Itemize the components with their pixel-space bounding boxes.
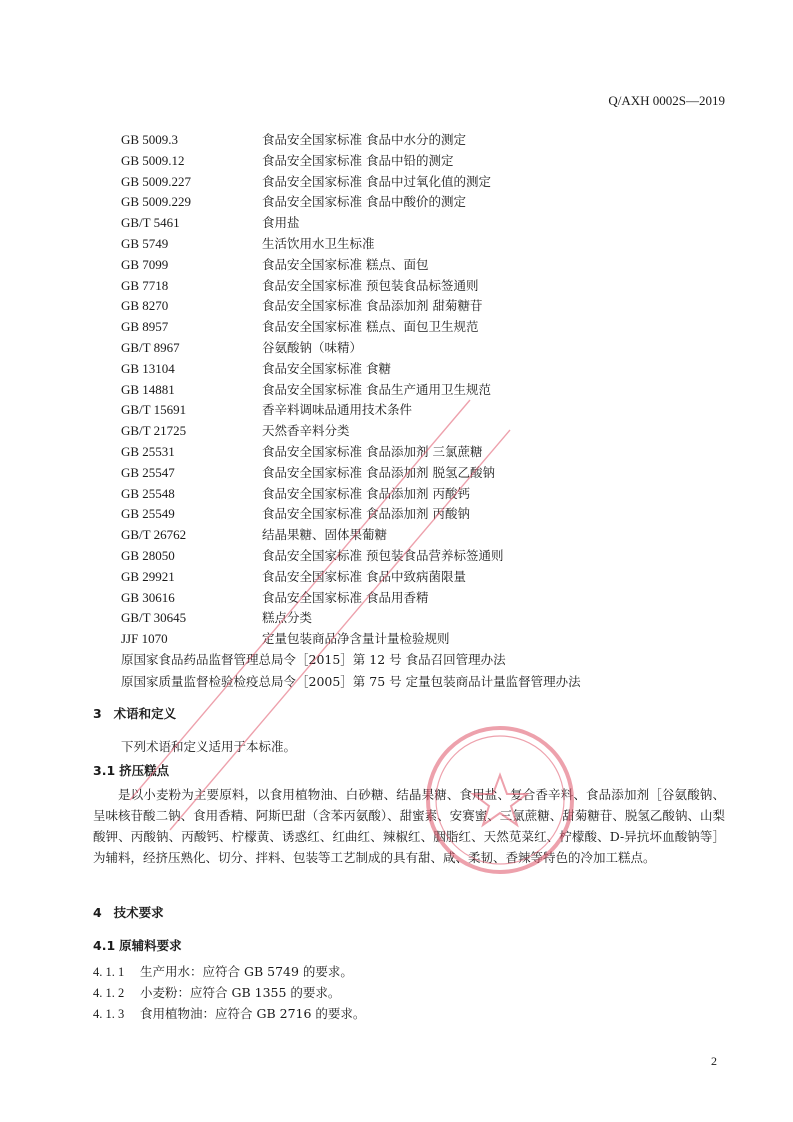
reference-title: 食品安全国家标准 食品添加剂 三氯蔗糖	[262, 443, 483, 459]
section-title: 技术要求	[113, 905, 164, 920]
subsection-heading	[93, 936, 182, 954]
reference-title: 食品安全国家标准 食品添加剂 脱氢乙酸钠	[262, 464, 495, 480]
reference-code: GB 5749	[121, 235, 169, 251]
reference-title: 糕点分类	[262, 610, 313, 626]
reference-code: GB 7718	[121, 277, 169, 293]
requirement-item	[93, 1004, 365, 1022]
reference-code: GB 13104	[121, 360, 175, 376]
section-number: 4	[93, 905, 102, 920]
reference-code: GB 8957	[121, 319, 169, 335]
subsection-number: 4.1	[93, 938, 116, 953]
reference-title: 食品安全国家标准 食品中酸价的测定	[262, 194, 466, 210]
section-4-heading	[93, 903, 164, 921]
term-name: 挤压糕点	[119, 763, 170, 778]
reference-code: GB 5009.229	[121, 194, 192, 210]
reference-title: 食品安全国家标准 食糖	[262, 360, 391, 376]
page-number: 2	[711, 1054, 717, 1068]
section-title: 术语和定义	[113, 706, 177, 721]
reference-title: 食品安全国家标准 预包装食品营养标签通则	[262, 547, 504, 563]
section-3-intro: 下列术语和定义适用于本标准。	[121, 739, 297, 754]
reference-title: 定量包装商品净含量计量检验规则	[262, 631, 450, 647]
reference-code: GB 25548	[121, 485, 175, 501]
reference-code: GB/T 30645	[121, 610, 187, 626]
item-text: 小麦粉：应符合 GB 1355 的要求。	[140, 985, 341, 1000]
reference-code: GB 30616	[121, 589, 175, 605]
regulation-notice: 原国家食品药品监督管理总局令［2015］第 12 号 食品召回管理办法	[121, 652, 506, 667]
requirement-item	[93, 962, 353, 980]
reference-code: GB/T 5461	[121, 215, 180, 231]
term-heading	[93, 761, 169, 779]
reference-code: GB/T 26762	[121, 527, 187, 543]
reference-title: 食品安全国家标准 食品中致病菌限量	[262, 568, 466, 584]
reference-title: 食品安全国家标准 糕点、面包卫生规范	[262, 319, 479, 335]
regulation-notice: 原国家质量监督检验检疫总局令［2005］第 75 号 定量包装商品计量监督管理办法	[121, 674, 581, 689]
reference-title: 食品安全国家标准 预包装食品标签通则	[262, 277, 479, 293]
reference-title: 食品安全国家标准 食品添加剂 甜菊糖苷	[262, 298, 483, 314]
reference-title: 食品安全国家标准 食品用香精	[262, 589, 429, 605]
reference-title: 香辛料调味品通用技术条件	[262, 402, 413, 418]
reference-title: 食用盐	[262, 215, 300, 231]
document-code: Q/AXH 0002S—2019	[608, 93, 725, 108]
definition-text: 是以小麦粉为主要原料，以食用植物油、白砂糖、结晶果糖、食用盐、复合香辛料、食品添加剂［谷氨酸钠、呈味核苷酸二钠、食用香精、阿斯巴甜（含苯丙氨酸）、甜蜜素、安赛蜜、三氯蔗糖、甜菊糖苷、脱氢乙酸钠、山梨酸钾、丙酸钠、丙酸钙、柠檬黄、诱惑红、红曲红、辣椒红、胭脂红、天然苋菜红、柠檬酸、D-异抗坏血酸钠等］为辅料，经挤压熟化、切分、拌料、包装等工艺制成的具有甜、咸、柔韧、香辣等特色的冷加工糕点。	[93, 787, 725, 865]
reference-code: GB 5009.3	[121, 132, 179, 147]
section-number: 3	[93, 706, 102, 721]
subsection-title: 原辅料要求	[119, 938, 182, 953]
section-3-heading	[93, 704, 176, 722]
reference-title: 生活饮用水卫生标准	[262, 235, 375, 251]
reference-code: GB/T 15691	[121, 402, 187, 418]
reference-code: GB 5009.12	[121, 152, 185, 168]
reference-code: GB 5009.227	[121, 173, 192, 189]
item-number: 4. 1. 2	[93, 986, 125, 1000]
reference-title: 谷氨酸钠（味精）	[262, 339, 363, 355]
reference-code: GB 28050	[121, 547, 175, 563]
reference-title: 食品安全国家标准 糕点、面包	[262, 256, 429, 272]
item-number: 4. 1. 1	[93, 965, 125, 979]
reference-code: GB 29921	[121, 568, 175, 584]
reference-title: 天然香辛料分类	[262, 423, 350, 439]
reference-code: GB 25531	[121, 443, 175, 459]
reference-title: 食品安全国家标准 食品添加剂 丙酸钠	[262, 506, 470, 522]
reference-code: GB 25549	[121, 506, 175, 522]
reference-code: JJF 1070	[121, 631, 168, 647]
reference-title: 食品安全国家标准 食品中铅的测定	[262, 152, 454, 168]
reference-title: 食品安全国家标准 食品添加剂 丙酸钙	[262, 485, 470, 501]
requirement-item	[93, 983, 340, 1001]
reference-title: 结晶果糖、固体果葡糖	[262, 527, 388, 543]
reference-code: GB 8270	[121, 298, 169, 314]
reference-title: 食品安全国家标准 食品生产通用卫生规范	[262, 381, 491, 397]
item-text: 生产用水：应符合 GB 5749 的要求。	[140, 964, 353, 979]
reference-code: GB 7099	[121, 256, 169, 272]
term-number: 3.1	[93, 763, 116, 778]
reference-code: GB/T 21725	[121, 423, 187, 439]
reference-title: 食品安全国家标准 食品中过氧化值的测定	[262, 173, 491, 189]
item-text: 食用植物油：应符合 GB 2716 的要求。	[140, 1006, 366, 1021]
reference-title: 食品安全国家标准 食品中水分的测定	[262, 132, 466, 147]
reference-code: GB/T 8967	[121, 339, 180, 355]
reference-code: GB 14881	[121, 381, 175, 397]
term-definition	[93, 784, 725, 868]
item-number: 4. 1. 3	[93, 1007, 125, 1021]
reference-code: GB 25547	[121, 464, 175, 480]
